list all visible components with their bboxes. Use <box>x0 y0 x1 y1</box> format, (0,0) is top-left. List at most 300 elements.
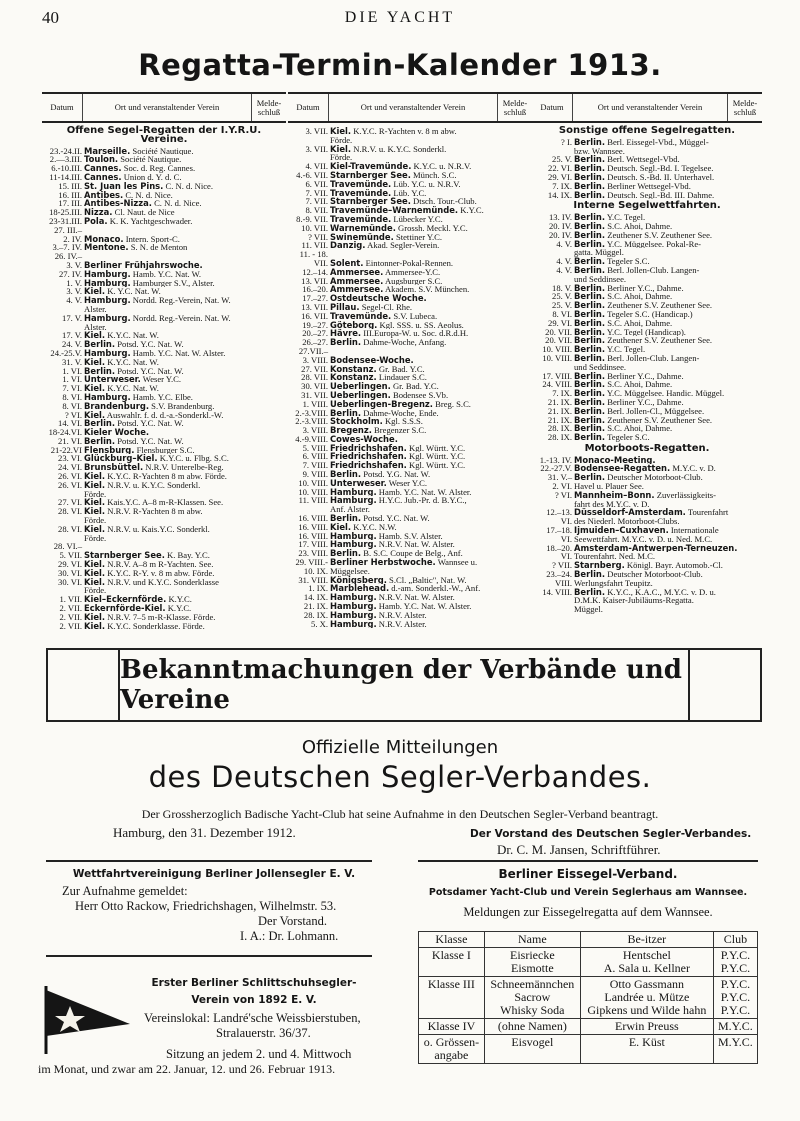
entry-place: Kiel. <box>330 144 352 154</box>
entry-text: Toulon. Société Nautique. <box>84 155 182 165</box>
table-cell: Schneemännchen Sacrow Whisky Soda <box>484 977 580 1019</box>
entry-place: Berlin. <box>574 257 606 266</box>
calendar-column-3 <box>532 92 762 614</box>
entry-text: Starnberger See. Münch. S.C. <box>330 170 457 180</box>
entry-date: 7. IX. <box>552 389 572 398</box>
entry-date: ? VI. <box>64 410 82 420</box>
entry-text: Hamburg. N.R.V. Nat. W. Alster. <box>330 593 455 603</box>
table-cell: Klasse I <box>419 948 485 977</box>
announcements-banner <box>46 648 762 722</box>
entry-text <box>330 435 532 444</box>
entry-date: 2. VII. <box>59 604 82 613</box>
date-header: Datum <box>296 102 320 113</box>
entry-text: Königsberg. S.Cl. „Baltic", Nat. W. <box>330 575 467 585</box>
entry-date: VIII. <box>555 578 572 588</box>
entry-date: 6.-10.III. <box>51 164 82 173</box>
entry-date: 2.-3.VIII. <box>295 408 328 418</box>
calendar-entry <box>532 535 762 544</box>
entry-text: Ueberlingen. Bodensee S.Vb. <box>330 390 449 400</box>
entry-date: 26. IV.– <box>54 252 82 261</box>
entry-date: 18-24.VI. <box>48 428 82 437</box>
entry-date: 3. VII. <box>305 144 328 154</box>
entry-place: Ueberlingen. <box>330 382 391 391</box>
entry-place: Marblehead. <box>330 584 390 594</box>
entry-text: Förde. <box>330 135 353 145</box>
entry-text: Förde. <box>330 153 353 163</box>
entry-text: Friedrichshafen. Kgl. Württ. Y.C. <box>330 461 466 471</box>
entry-place: Berlin. <box>574 190 606 200</box>
official-signer: Dr. C. M. Jansen, Schriftführer. <box>497 842 661 857</box>
calendar-entry <box>532 240 762 249</box>
entry-text: Glückburg–Kiel. K.Y.C. u. Flbg. S.C. <box>84 454 229 464</box>
entry-text: Berlin. Y.C. Müggelsee. Handic. Müggel. <box>574 389 725 398</box>
entry-date: 27. III.– <box>54 225 82 235</box>
entry-text: Starnberger See. K. Bay. Y.C. <box>84 551 210 561</box>
calendar-entry <box>42 569 286 578</box>
calendar-entry <box>42 604 286 613</box>
entry-place: Starnberger See. <box>84 551 165 561</box>
entry-text: Cannes. Union d. Y. d. C. <box>84 172 182 182</box>
entry-place: Hamburg. <box>84 296 131 305</box>
entry-text <box>330 356 532 365</box>
entry-place: Berlin. <box>574 137 606 147</box>
calendar-entry <box>288 444 532 453</box>
entry-date <box>42 323 84 332</box>
calendar-entry <box>288 602 532 611</box>
entry-text <box>84 252 286 261</box>
entry-place: Cowes-Woche. <box>330 434 398 444</box>
entry-text: des Niederl. Motorboot-Clubs. <box>574 517 680 527</box>
entry-text: Göteborg. Kgl. SSS. u. SS. Aeolus. <box>330 320 464 330</box>
table-cell: Klasse III <box>419 977 485 1019</box>
entry-place: Berlin. <box>574 570 606 579</box>
entry-text: Berlin. S.C. Ahoi, Dahme. <box>574 318 673 328</box>
table-cell: (ohne Namen) <box>484 1019 580 1035</box>
calendar-entry <box>288 303 532 312</box>
entry-place: Kiel–Eckernförde. <box>84 595 167 605</box>
entry-date: 13. VII. <box>301 302 328 312</box>
calendar-entry <box>42 542 286 551</box>
entry-text: Berlin. B. S.C. Coupe de Belg., Anf. <box>330 549 463 559</box>
entry-text: St. Juan les Pins. C. N. d. Nice. <box>84 181 213 191</box>
calendar-entry <box>42 534 286 543</box>
jollen-line: Der Vorstand. <box>258 914 327 928</box>
calendar-entry <box>532 570 762 579</box>
table-row <box>419 977 758 1019</box>
divider <box>46 860 372 862</box>
entry-date: 25. V. <box>552 301 572 310</box>
entry-date: 29. VI. <box>548 318 572 328</box>
entry-date: 10. VIII. <box>542 345 572 354</box>
entry-date: 29. VIII.- <box>295 558 328 567</box>
calendar-entry <box>532 433 762 442</box>
calendar-entry <box>42 296 286 305</box>
entry-text: Hamburg. Nordd. Reg.-Verein, Nat. W. <box>84 296 231 305</box>
entry-date: 2. VI. <box>552 482 572 491</box>
entry-text: Hamburg. Hamb. Y.C. Nat. W. Alster. <box>330 487 472 497</box>
entry-place: Berlin. <box>574 221 606 231</box>
entry-date: 28. VII. <box>301 373 328 383</box>
calendar-entry <box>532 319 762 328</box>
calendar-entry <box>42 182 286 191</box>
entry-date: 21. VI. <box>58 436 82 446</box>
eissegel-table <box>418 931 758 1064</box>
entry-text: Berlin. Berliner Y.C., Dahme. <box>574 371 684 381</box>
entry-text: Warnemünde. Grossh. Meckl. Y.C. <box>330 223 468 233</box>
entry-date: 23.–24. <box>546 570 572 579</box>
calendar-entry <box>288 409 532 418</box>
entry-text: Kiel. N.R.V. A–8 m R-Yachten. See. <box>84 560 214 569</box>
calendar-column-2 <box>288 92 532 628</box>
entry-text: Berlin. Tegeler S.C. <box>574 433 650 442</box>
jollen-line: I. A.: Dr. Lohmann. <box>240 929 339 943</box>
entry-place: Starnberg. <box>574 561 625 571</box>
entry-date: 21. IX. <box>547 415 572 425</box>
entry-place: Brandenburg. <box>84 401 150 411</box>
entry-date: 17. VIII. <box>542 371 572 381</box>
entry-date <box>532 363 574 372</box>
entry-text: Stockholm. Kgl. S.S.S. <box>330 417 423 427</box>
entry-date <box>42 490 84 499</box>
calendar-entry <box>288 356 532 365</box>
calendar-entry <box>288 452 532 461</box>
entry-date: 3. VIII. <box>302 355 328 365</box>
entry-place: Berlin. <box>574 292 606 302</box>
calendar-entry <box>288 382 532 391</box>
entry-date: VI. <box>560 552 572 562</box>
entry-date: 30. VII. <box>301 382 328 391</box>
deadline-header: Melde- schluß <box>732 97 758 117</box>
calendar-entry <box>288 567 532 576</box>
entry-place: Nizza. <box>84 208 113 217</box>
calendar-entry <box>42 305 286 314</box>
entry-date: 18.–20. <box>546 543 572 553</box>
calendar-entry <box>532 147 762 156</box>
entry-text <box>574 456 762 465</box>
calendar-entry <box>42 191 286 200</box>
entry-text: Berlin. Potsd. Y.C. Nat. W. <box>84 419 184 429</box>
entry-place: Pillau. <box>330 302 360 312</box>
entry-date: 11-14.III. <box>49 172 82 182</box>
entry-date: 27. IV. <box>59 269 82 279</box>
entry-date: 4. V. <box>556 239 572 249</box>
entry-date: 20. VII. <box>545 327 572 337</box>
entry-text: Berlin. Tegeler S.C. (Handicap.) <box>574 309 693 319</box>
calendar-entry <box>42 270 286 279</box>
entry-date: 21. IX. <box>303 602 328 611</box>
entry-place: Ueberlingen-Bregenz. <box>330 399 433 409</box>
entry-date: 1. VI. <box>62 375 82 385</box>
entry-text: Berlin. Berliner Wettsegel-Vbd. <box>574 181 691 191</box>
entry-text: Hamburg. N.R.V. Alster. <box>330 619 427 629</box>
calendar-entry <box>288 593 532 602</box>
entry-date: 3. V. <box>66 260 82 270</box>
column-header <box>288 92 532 123</box>
calendar-entry <box>288 153 532 162</box>
eissegel-title: Berliner Eissegel-Verband. <box>498 867 678 881</box>
entry-place: Ammersee. <box>330 285 384 295</box>
column-header: Club <box>713 932 757 948</box>
calendar-entry <box>532 579 762 588</box>
entry-place: Berlin. <box>574 473 606 483</box>
entry-place: Marseille. <box>84 146 131 156</box>
calendar-entry <box>288 576 532 585</box>
calendar-entry <box>42 490 286 499</box>
entry-place: Kiel. <box>84 612 106 622</box>
entry-date: 30. VI. <box>58 568 82 578</box>
entry-place: Bregenz. <box>330 426 372 435</box>
entry-date: 24. VI. <box>58 463 82 473</box>
entry-text: Berlin. S.C. Ahoi, Dahme. <box>574 292 673 302</box>
calendar-entry <box>42 147 286 156</box>
entry-place: Ueberlingen. <box>330 390 391 400</box>
calendar-entry <box>532 222 762 231</box>
entry-text: Berlin. Berl. Jollen-Club. Langen- <box>574 265 700 275</box>
calendar-entry <box>288 479 532 488</box>
entry-place: Kiel. <box>84 472 106 481</box>
entry-place: Bodensee-Woche. <box>330 355 414 365</box>
calendar-entry <box>532 310 762 319</box>
deadline-header: Melde- schluß <box>502 97 528 117</box>
entry-text: Berlin. Y.C. Tegel. <box>574 345 646 354</box>
entry-place: Berlin. <box>574 424 606 434</box>
entry-date: 1. VIII. <box>302 399 328 409</box>
calendar-entry <box>288 268 532 277</box>
entry-place: Ostdeutsche Woche. <box>330 294 427 303</box>
entry-place: Danzig. <box>330 241 366 251</box>
entry-date: 25. V. <box>552 155 572 165</box>
entry-date <box>42 516 84 525</box>
entry-text: Berlin. Potsd. Y.C. Nat. W. <box>84 436 184 446</box>
entry-place: Brunsbüttel. <box>84 463 144 473</box>
entry-text: Hamburg. Hamb. Y.C. Nat. W. <box>84 269 202 279</box>
running-title: DIE YACHT <box>344 9 456 26</box>
calendar-entry <box>288 496 532 505</box>
place-header: Ort und veranstaltender Verein <box>82 94 252 121</box>
section-heading: Offene Segel-Regatten der I.Y.R.U. Vereine. <box>66 125 262 145</box>
entry-place: Hamburg. <box>330 531 377 541</box>
entry-text: Berlin. Deutscher Motorboot-Club. <box>574 473 703 483</box>
calendar-entry <box>288 171 532 180</box>
column-header: Be-itzer <box>580 932 713 948</box>
entry-text: Berlin. Deutscher Motorboot-Club. <box>574 570 703 579</box>
entry-place: Berlin. <box>574 389 606 398</box>
entry-text: Förde. <box>84 489 107 499</box>
table-cell: Hentschel A. Sala u. Kellner <box>580 948 713 977</box>
table-cell: P.Y.C. P.Y.C. P.Y.C. <box>713 977 757 1019</box>
entry-place: Toulon. <box>84 155 119 165</box>
calendar-entry <box>288 461 532 470</box>
entry-place: Königsberg. <box>330 575 387 585</box>
entry-text: Berlin. Deutsch. Segl.-Bd. I. Tegelsee. <box>574 164 714 173</box>
entry-date: 9. VIII. <box>302 470 328 479</box>
entry-date: ? VI. <box>554 490 572 500</box>
calendar-entry <box>288 145 532 154</box>
table-cell: o. Grössen- angabe <box>419 1035 485 1064</box>
entry-place: Kiel. <box>84 507 106 517</box>
column-header <box>42 92 286 123</box>
entry-text: Travemünde. S.V. Lubeca. <box>330 311 438 321</box>
entry-text: Werlungsfahrt Teupitz. <box>574 578 653 588</box>
entry-place: Berlin. <box>574 380 606 390</box>
calendar-entry <box>42 367 286 376</box>
section-heading: Sonstige offene Segelregatten. <box>558 125 736 136</box>
entry-text <box>330 250 532 259</box>
calendar-entry <box>42 279 286 288</box>
calendar-entry <box>288 127 532 136</box>
calendar-entry <box>42 287 286 296</box>
entry-place: Kiel. <box>330 522 352 532</box>
entry-place: Kieler Woche. <box>84 428 150 437</box>
calendar-entry <box>42 340 286 349</box>
calendar-entry <box>288 514 532 523</box>
calendar-entry <box>288 136 532 145</box>
entry-date: 4. VII. <box>305 162 328 171</box>
entry-place: Berlin. <box>574 415 606 425</box>
entry-date: 5. VII. <box>59 551 82 561</box>
entry-date: 27.VII.– <box>298 346 328 356</box>
entry-text: Ammersee. Augsburger S.C. <box>330 276 443 286</box>
calendar-entry <box>532 416 762 425</box>
calendar-entry <box>42 402 286 411</box>
entry-text: D.M.K. Kaiser-Jubiläums-Regatta. <box>574 596 694 606</box>
entry-text: Kiel. N.R.V. R-Yachten 8 m abw. <box>84 507 203 517</box>
calendar-entry <box>42 578 286 587</box>
calendar-entry <box>532 380 762 389</box>
table-cell: Eisriecke Eismotte <box>484 948 580 977</box>
entry-text: Hamburg. N.R.V. Nat. W. Alster. <box>330 540 455 550</box>
calendar-entry <box>288 523 532 532</box>
entry-date <box>532 147 574 156</box>
entry-text: Solent. Eintonner-Pokal-Rennen. <box>330 258 454 268</box>
calendar-entry <box>532 588 762 597</box>
entry-date: 28. VI.– <box>53 542 82 552</box>
calendar-entry <box>288 435 532 444</box>
entry-date: 23. VI. <box>58 454 82 464</box>
entry-place: Warnemünde. <box>330 223 396 233</box>
entry-date: 8. VI. <box>62 392 82 402</box>
calendar-entry <box>532 328 762 337</box>
calendar-entry <box>288 224 532 233</box>
column-header: Klasse <box>419 932 485 948</box>
entry-place: Berlin. <box>330 408 362 418</box>
entry-place: St. Juan les Pins. <box>84 181 164 191</box>
entry-text: Kiel. K.Y.C. Nat. W. <box>84 384 159 393</box>
entry-text: Starnberg. Königl. Bayr. Automob.-Cl. <box>574 561 723 571</box>
calendar-entry <box>532 473 762 482</box>
entry-text: Berlin. Zeuthener S.V. Zeuthener See. <box>574 415 713 425</box>
entry-text: Berlin. S.C. Ahoi, Dahme. <box>574 380 673 390</box>
calendar-entry <box>42 323 286 332</box>
entry-date: 17.–27. <box>302 294 328 303</box>
entry-text <box>330 347 532 356</box>
entry-place: Hamburg. <box>330 496 377 506</box>
entry-text: Mentone. S. N. de Menton <box>84 243 188 253</box>
entry-place: Ammersee. <box>330 276 384 286</box>
calendar-entry <box>532 407 762 416</box>
entry-date: 7. VI. <box>62 384 82 393</box>
schlitt-line: Stralauerstr. 36/37. <box>216 1026 311 1040</box>
calendar-entry <box>532 248 762 257</box>
entry-date: 24. V. <box>62 340 82 349</box>
entry-date: 4.-6. VII. <box>296 170 328 180</box>
official-subheading: des Deutschen Segler-Verbandes. <box>148 760 652 794</box>
entry-place: Berlin. <box>574 345 606 354</box>
entry-date: 5. VIII. <box>302 443 328 453</box>
entry-text: Berlin. K.Y.C., K.A.C., M.Y.C. v. D. u. <box>574 587 716 597</box>
entry-text: Berlin. Berliner Y.C., Dahme. <box>574 283 684 293</box>
entry-place: Berlin. <box>574 265 606 275</box>
entry-date: 8. VI. <box>62 401 82 411</box>
entry-date: 19.–27. <box>302 320 328 330</box>
entry-place: Berlin. <box>330 470 362 479</box>
entry-text: Marblehead. d.-am. Sonderkl.-W., Anf. <box>330 584 481 594</box>
entry-place: Travemünde–Warnemünde. <box>330 206 459 215</box>
official-board: Der Vorstand des Deutschen Segler-Verbandes. <box>470 828 752 840</box>
entry-place: Travemünde. <box>330 179 392 189</box>
calendar-entry <box>532 552 762 561</box>
entry-place: Berlin. <box>574 239 606 249</box>
entry-text: Berlin. Deutsch. S.-Bd. II. Unterhavel. <box>574 172 715 182</box>
entry-text: Berlin. Zeuthener S.V. Zeuthener See. <box>574 301 713 310</box>
entry-place: Ammersee. <box>330 267 384 277</box>
entry-date: 2.-3.VIII. <box>295 417 328 427</box>
entry-place: Berlin. <box>84 340 116 349</box>
entry-text: Kiel. K.Y.C. Nat. W. <box>84 357 159 367</box>
entry-date: 17. V. <box>62 331 82 341</box>
entry-date: 4. V. <box>556 257 572 266</box>
calendar-entry <box>288 426 532 435</box>
entry-place: Berlin. <box>574 318 606 328</box>
entry-place: Göteborg. <box>330 320 378 330</box>
calendar-entry <box>42 586 286 595</box>
entry-date <box>532 605 574 614</box>
calendar-entry <box>532 508 762 517</box>
entry-place: Glückburg–Kiel. <box>84 454 158 464</box>
entry-text: Kiel–Eckernförde. K.Y.C. <box>84 595 192 605</box>
entry-text: Berlin. Zeuthener S.V. Zeuthener See. <box>574 336 713 346</box>
entry-place: Ijmuiden–Cuxhaven. <box>574 526 669 535</box>
entry-place: Berlin. <box>574 155 606 165</box>
entry-date: 17.–18. <box>546 526 572 535</box>
entry-date: 17. VIII. <box>298 540 328 550</box>
calendar-entry <box>532 231 762 240</box>
entry-text: Berlin. Berl. Jollen-Club. Langen- <box>574 353 700 363</box>
calendar-entry <box>532 336 762 345</box>
entry-date: 26. VI. <box>58 472 82 481</box>
column-header: Name <box>484 932 580 948</box>
entry-date: 7. VII. <box>305 197 328 207</box>
calendar-entry <box>42 261 286 270</box>
entry-text: Hamburg. Hamburger S.V., Alster. <box>84 278 215 288</box>
entry-date <box>42 586 84 595</box>
calendar-entry <box>532 544 762 553</box>
entry-date: 22. VI. <box>548 164 572 173</box>
entry-place: Hävre. <box>330 329 362 339</box>
entry-date: 26.–27. <box>302 338 328 347</box>
calendar-entry <box>288 206 532 215</box>
calendar-entry <box>42 622 286 631</box>
entry-text: Hamburg. Hamb. Y.C. Elbe. <box>84 392 193 402</box>
entry-place: Bodensee-Regatten. <box>574 464 671 474</box>
entry-place: Solent. <box>330 258 364 268</box>
entry-text: Brunsbüttel. N.R.V. Unterelbe-Reg. <box>84 463 224 473</box>
entry-place: Pola. <box>84 216 108 226</box>
calendar-entry <box>42 472 286 481</box>
schlitt-title: Erster Berliner Schlittschuhsegler- <box>151 977 357 989</box>
entry-text: Marseille. Société Nautique. <box>84 146 194 156</box>
entry-text <box>330 294 532 303</box>
